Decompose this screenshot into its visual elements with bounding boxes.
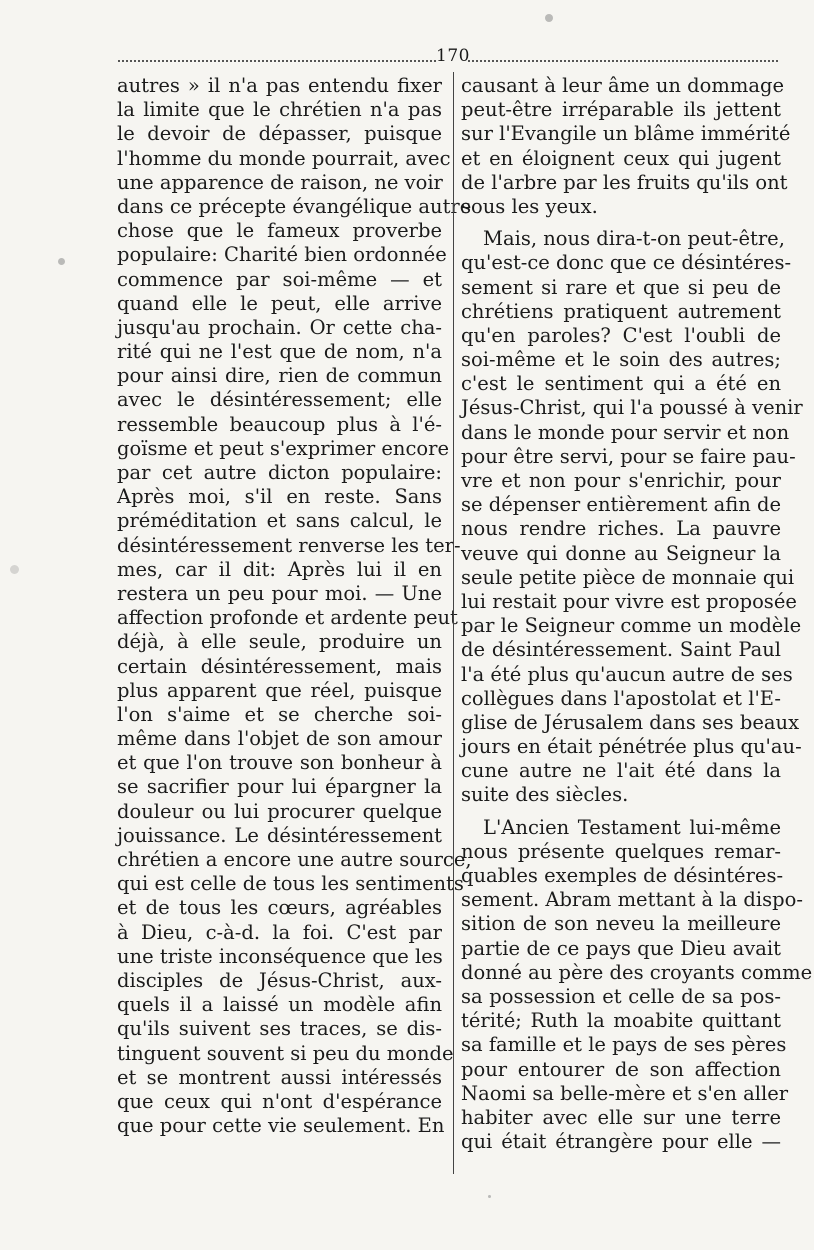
text-line: L'Ancien Testament lui-même (483, 815, 781, 839)
text-line: sur l'Evangile un blâme immérité (461, 122, 791, 146)
text-line: jours en était pénétrée plus qu'au- (461, 735, 802, 759)
text-line: chrétien a encore une autre source, (117, 848, 472, 871)
text-line: le devoir de dépasser, puisque (117, 122, 442, 146)
text-line: chose que le fameux proverbe (117, 219, 442, 243)
text-line: ressemble beaucoup plus à l'é- (117, 412, 442, 436)
text-line: jusqu'au prochain. Or cette cha- (117, 315, 442, 339)
text-line: Naomi sa belle-mère et s'en aller (461, 1081, 789, 1105)
text-line: tinguent souvent si peu du monde (117, 1041, 454, 1065)
text-line: donné au père des croyants comme (461, 960, 813, 984)
text-line: Mais, nous dira-t-on peut-être, (483, 227, 785, 251)
text-line: dans le monde pour servir et non (461, 420, 790, 444)
text-line: se sacrifier pour lui épargner la (117, 775, 442, 799)
text-line: quand elle le peut, elle arrive (117, 291, 442, 315)
text-line: mes, car il dit: Après lui il en (117, 557, 442, 581)
text-line: plus apparent que réel, puisque (117, 678, 442, 702)
text-line: que pour cette vie seulement. En (117, 1114, 445, 1138)
text-line: commence par soi-même — et (117, 267, 442, 291)
text-line: qu'est-ce donc que ce désintéres- (461, 251, 792, 275)
text-line: suite des siècles. (461, 783, 629, 807)
header-rule-right (468, 60, 778, 62)
text-line: l'homme du monde pourrait, avec (117, 146, 451, 170)
text-line: à Dieu, c-à-d. la foi. C'est par (117, 920, 442, 944)
ink-speck (545, 14, 553, 22)
text-line: l'on s'aime et se cherche soi- (117, 702, 442, 726)
text-line: glise de Jérusalem dans ses beaux (461, 710, 800, 734)
text-line: désintéressement renverse les ter- (117, 533, 461, 557)
text-line: l'a été plus qu'aucun autre de ses (461, 662, 793, 686)
text-line: cune autre ne l'ait été dans la (461, 759, 781, 783)
text-line: que ceux qui n'ont d'espérance (117, 1089, 442, 1113)
text-line: sement si rare et que si peu de (461, 275, 781, 299)
text-line: se dépenser entièrement afin de (461, 493, 782, 517)
text-line: déjà, à elle seule, produire un (117, 630, 442, 654)
text-line: disciples de Jésus-Christ, aux- (117, 968, 442, 992)
text-line: et de tous les cœurs, agréables (117, 896, 442, 920)
text-line: qu'ils suivent ses traces, se dis- (117, 1017, 442, 1041)
text-line: et en éloignent ceux qui jugent (461, 146, 781, 170)
text-line: goïsme et peut s'exprimer encore (117, 436, 450, 460)
header-rule-left (118, 60, 436, 62)
text-line: préméditation et sans calcul, le (117, 509, 442, 533)
text-line: rité qui ne l'est que de nom, n'a (117, 340, 442, 364)
text-line: et se montrent aussi intéressés (117, 1065, 442, 1089)
text-line: sement. Abram mettant à la dispo- (461, 888, 803, 912)
text-line: Jésus-Christ, qui l'a poussé à venir (461, 396, 803, 420)
text-line: habiter avec elle sur une terre (461, 1105, 781, 1129)
text-line: une triste inconséquence que les (117, 944, 443, 968)
text-line: lui restait pour vivre est proposée (461, 589, 797, 613)
text-line: de l'arbre par les fruits qu'ils ont (461, 170, 788, 194)
text-line: dans ce précepte évangélique autre (117, 194, 472, 218)
text-line: affection profonde et ardente peut (117, 606, 458, 630)
text-line: quables exemples de désintéres- (461, 864, 784, 887)
paragraph (461, 815, 813, 1155)
text-line: qui était étrangère pour elle — (461, 1130, 781, 1154)
ink-speck (10, 565, 19, 574)
text-line: veuve qui donne au Seigneur la (461, 541, 781, 565)
text-line: et que l'on trouve son bonheur à (117, 751, 442, 775)
text-line: qui est celle de tous les sentiments (117, 872, 464, 896)
text-line: chrétiens pratiquent autrement (461, 299, 781, 323)
text-line: pour entourer de son affection (461, 1057, 781, 1081)
text-line: pour ainsi dire, rien de commun (117, 364, 442, 388)
text-line: qu'en paroles? C'est l'oubli de (461, 323, 781, 347)
text-line: certain désintéressement, mais (117, 654, 442, 678)
text-line: Après moi, s'il en reste. Sans (117, 485, 442, 509)
text-line: causant à leur âme un dommage (461, 74, 785, 97)
text-line: même dans l'objet de son amour (117, 727, 442, 751)
text-line: sous les yeux. (461, 194, 598, 218)
paragraph (461, 74, 791, 219)
text-line: douleur ou lui procurer quelque (117, 799, 442, 823)
text-line: pour être servi, pour se faire pau- (461, 444, 796, 468)
text-line: c'est le sentiment qui a été en (461, 372, 781, 396)
text-line: seule petite pièce de monnaie qui (461, 565, 795, 589)
text-line: par cet autre dicton populaire: (117, 461, 442, 484)
page-number: 170 (436, 46, 470, 66)
text-line: populaire: Charité bien ordonnée (117, 243, 447, 267)
text-line: restera un peu pour moi. — Une (117, 581, 442, 605)
ink-speck (58, 258, 65, 265)
text-line: quels il a laissé un modèle afin (117, 993, 442, 1017)
text-line: nous rendre riches. La pauvre (461, 517, 781, 541)
text-line: sition de son neveu la meilleure (461, 912, 781, 936)
text-line: partie de ce pays que Dieu avait (461, 936, 781, 960)
text-line: peut-être irréparable ils jettent (461, 98, 781, 122)
text-line: une apparence de raison, ne voir (117, 170, 443, 194)
ink-speck (488, 1195, 491, 1198)
text-line: nous présente quelques remar- (461, 839, 781, 863)
text-line: la limite que le chrétien n'a pas (117, 98, 442, 122)
column-divider (453, 72, 454, 1174)
text-line: par le Seigneur comme un modèle (461, 614, 802, 638)
paragraph (461, 227, 803, 808)
text-line: autres » il n'a pas entendu fixer (117, 74, 442, 97)
text-line: jouissance. Le désintéressement (117, 823, 442, 847)
right-column (461, 74, 813, 1154)
text-line: soi-même et le soin des autres; (461, 348, 781, 372)
text-line: collègues dans l'apostolat et l'E- (461, 686, 781, 710)
text-line: vre et non pour s'enrichir, pour (461, 469, 781, 492)
text-line: sa possession et celle de sa pos- (461, 984, 781, 1008)
left-column (117, 74, 472, 1138)
text-line: sa famille et le pays de ses pères (461, 1033, 787, 1057)
text-line: térité; Ruth la moabite quittant (461, 1009, 781, 1033)
text-line: de désintéressement. Saint Paul (461, 638, 781, 662)
text-line: avec le désintéressement; elle (117, 388, 442, 412)
